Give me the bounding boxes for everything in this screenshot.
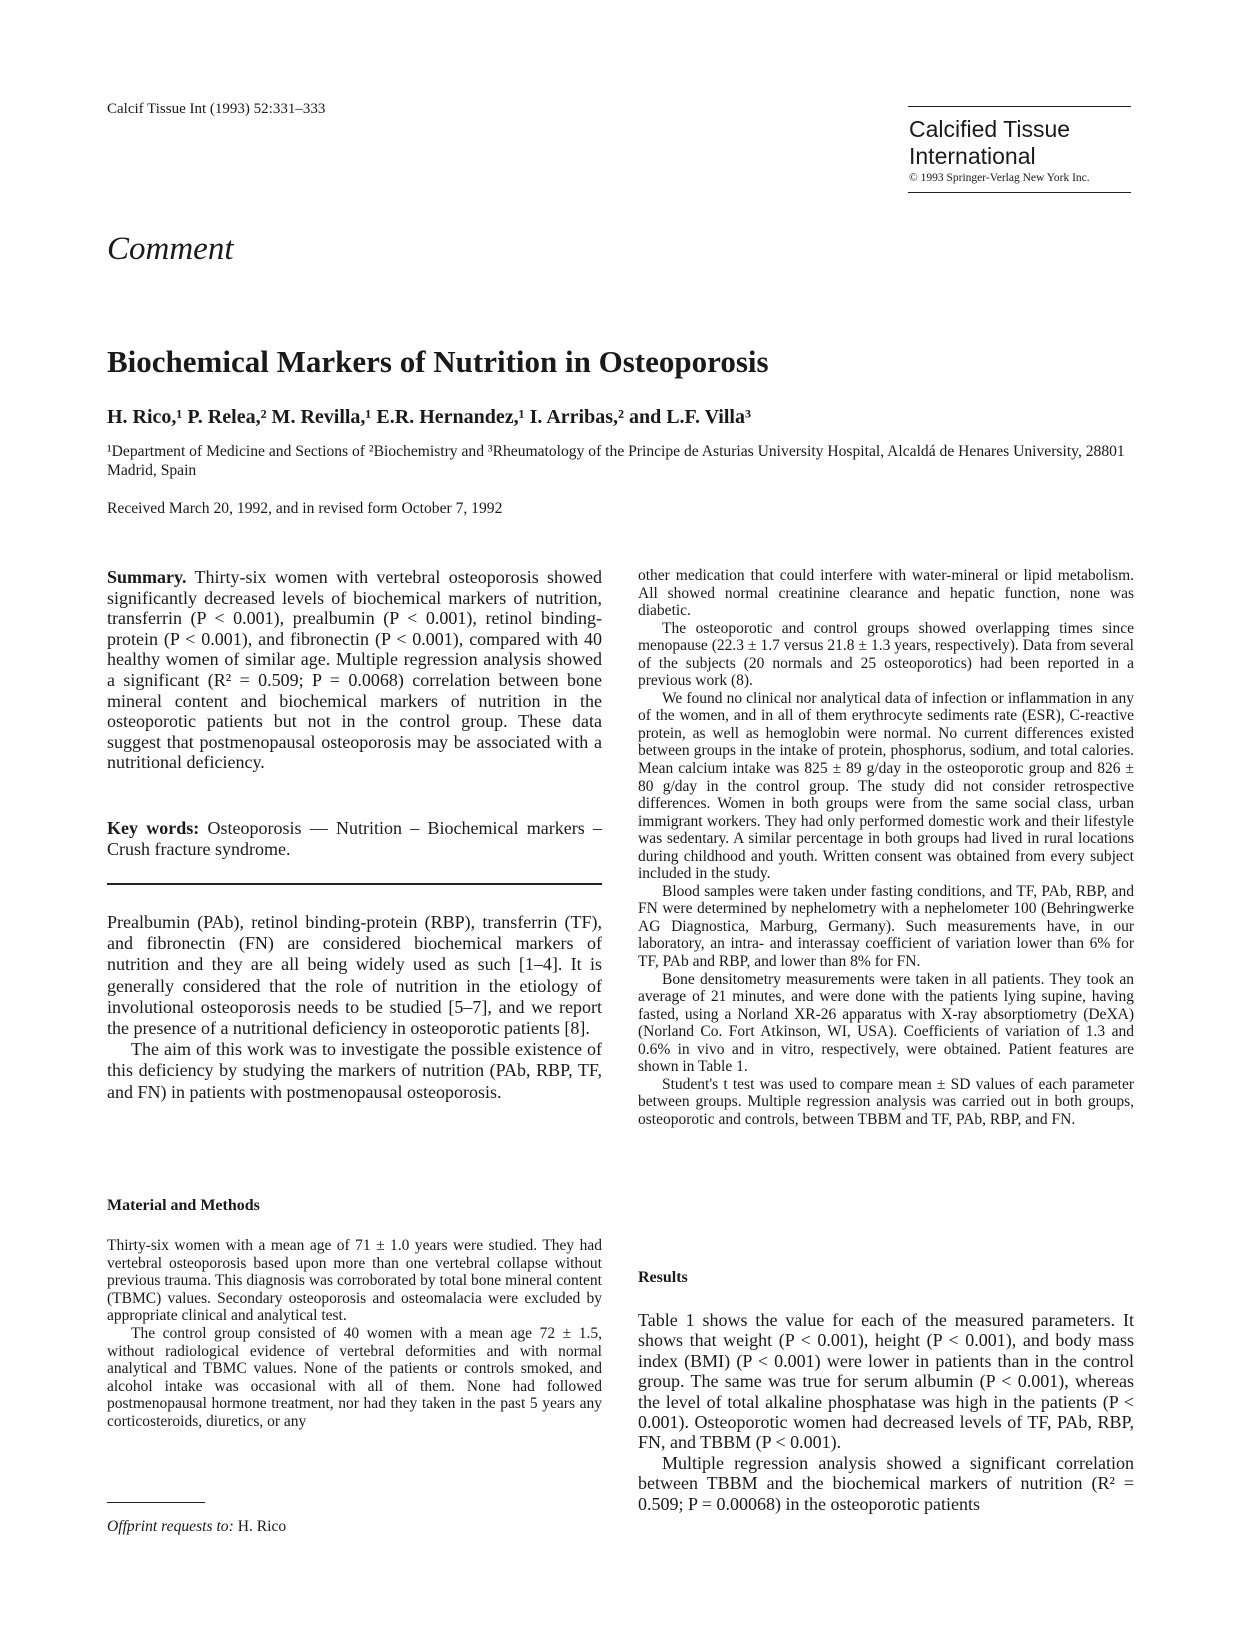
article-title: Biochemical Markers of Nutrition in Osteoporosis bbox=[107, 344, 769, 379]
footnote-label: Offprint requests to: bbox=[107, 1518, 234, 1535]
footnote-name: H. Rico bbox=[237, 1518, 287, 1535]
summary-label: Summary. bbox=[107, 567, 187, 587]
journal-name: Calcified Tissue International bbox=[909, 116, 1071, 169]
offprint-footnote bbox=[107, 1518, 286, 1536]
results-paragraph: Multiple regression analysis showed a significant correlation between TBBM and the biochemical markers of nutrition (R² = 0.509; P = 0.00068) in the osteoporotic patients bbox=[638, 1452, 1134, 1514]
journal-citation: Calcif Tissue Int (1993) 52:331–333 bbox=[107, 101, 326, 117]
section-label: Comment bbox=[107, 231, 234, 267]
intro-paragraph: Prealbumin (PAb), retinol binding-protein (RBP), transferrin (TF), and fibronectin (FN) are considered biochemical markers of nutrition and they are all being widely used as such [1–4]. It is generally considered that the role of nutrition in the etiology of involutional osteoporosis needs to be studied [5–7], and we report the presence of a nutritional deficiency in osteoporotic patients [8]. bbox=[107, 912, 602, 1039]
summary-divider bbox=[107, 883, 602, 885]
footnote-divider bbox=[107, 1502, 205, 1503]
intro-paragraph: The aim of this work was to investigate the possible existence of this deficiency by studying the markers of nutrition (PAb, RBP, TF, and FN) in patients with postmenopausal osteoporosis. bbox=[107, 1039, 602, 1102]
keywords-label: Key words: bbox=[107, 818, 200, 838]
body-paragraph: other medication that could interfere with water-mineral or lipid metabolism. All showed normal creatinine clearance and hepatic function, none was diabetic. bbox=[638, 567, 1134, 620]
keywords-text: Osteoporosis — Nutrition – Biochemical markers – Crush fracture syndrome. bbox=[107, 818, 602, 859]
results-body bbox=[638, 1310, 1134, 1514]
summary-text: Thirty-six women with vertebral osteoporosis showed significantly decreased levels of biochemical markers of nutrition, transferrin (P < 0.001), prealbumin (P < 0.001), retinol binding-protein (P < 0.001), and fibronectin (P < 0.001), compared with 40 healthy women of similar age. Multiple regression analysis showed a significant (R² = 0.509; P = 0.0068) correlation between bone mineral content and biochemical markers of nutrition in the osteoporotic patients but not in the control group. These data suggest that postmenopausal osteoporosis may be associated with a nutritional deficiency. bbox=[107, 567, 602, 773]
methods-continued bbox=[638, 567, 1134, 1129]
journal-masthead bbox=[908, 106, 1131, 193]
body-paragraph: The osteoporotic and control groups showed overlapping times since menopause (22.3 ± 1.7 versus 21.8 ± 1.3 years, respectively). Data from several of the subjects (20 normals and 25 osteoporotics) had been reported in a previous work (8). bbox=[638, 619, 1134, 690]
keywords bbox=[107, 818, 602, 859]
body-paragraph: Student's t test was used to compare mean ± SD values of each parameter between groups. Multiple regression analysis was carried out in both groups, osteoporotic and controls, between TBBM and TF, PAb, RBP, and FN. bbox=[638, 1075, 1134, 1128]
results-heading: Results bbox=[638, 1269, 688, 1286]
methods-paragraph: The control group consisted of 40 women with a mean age 72 ± 1.5, without radiological evidence of vertebral deformities and with normal analytical and TBMC values. None of the patients or controls smoked, and alcohol intake was occasional with all of them. None had followed postmenopausal hormone treatment, nor had they taken in the past 5 years any corticosteroids, diuretics, or any bbox=[107, 1324, 602, 1430]
body-paragraph: Bone densitometry measurements were taken in all patients. They took an average of 21 minutes, and were done with the patients lying supine, having fasted, using a Norland XR-26 apparatus with X-ray absorptiometry (DeXA) (Norland Co. Fort Atkinson, WI, USA). Coefficients of variation of 1.3 and 0.6% in vivo and in vitro, respectively, were obtained. Patient features are shown in Table 1. bbox=[638, 970, 1134, 1076]
copyright-notice: © 1993 Springer-Verlag New York Inc. bbox=[909, 172, 1090, 184]
methods-body bbox=[107, 1237, 602, 1431]
methods-heading: Material and Methods bbox=[107, 1197, 260, 1214]
body-paragraph: Blood samples were taken under fasting conditions, and TF, PAb, RBP, and FN were determined by nephelometry with a nephelometer 100 (Behringwerke AG Diagnostica, Marburg, Germany). Such measurements have, in our laboratory, an intra- and interassay coefficient of variation lower than 6% for TF, PAb and RBP, and lower than 8% for FN. bbox=[638, 882, 1134, 971]
received-dates: Received March 20, 1992, and in revised form October 7, 1992 bbox=[107, 500, 503, 517]
summary bbox=[107, 567, 602, 773]
author-list: H. Rico,¹ P. Relea,² M. Revilla,¹ E.R. Hernandez,¹ I. Arribas,² and L.F. Villa³ bbox=[107, 406, 751, 428]
results-paragraph: Table 1 shows the value for each of the measured parameters. It shows that weight (P < 0.001), height (P < 0.001), and body mass index (BMI) (P < 0.001) were lower in patients than in the control group. The same was true for serum albumin (P < 0.001), whereas the level of total alkaline phosphatase was high in the patients (P < 0.001). Osteoporotic women had decreased levels of TF, PAb, RBP, FN, and TBBM (P < 0.001). bbox=[638, 1310, 1134, 1453]
body-paragraph: We found no clinical nor analytical data of infection or inflammation in any of the women, and in all of them erythrocyte sediments rate (ESR), C-reactive protein, as well as hemoglobin were normal. No current differences existed between groups in the intake of protein, phosphorus, sodium, and total calories. Mean calcium intake was 825 ± 89 g/day in the osteoporotic group and 826 ± 80 g/day in the control group. The study did not consider retrospective differences. Women in both groups were from the same social class, urban immigrant workers. They had only performed domestic work and their lifestyle was sedentary. A similar percentage in both groups had lived in rural locations during childhood and youth. Written consent was obtained from every subject included in the study. bbox=[638, 689, 1134, 883]
affiliation: ¹Department of Medicine and Sections of ²Biochemistry and ³Rheumatology of the Principe de Asturias University Hospital, Alcaldá de Henares University, 28801 Madrid, Spain bbox=[107, 443, 1125, 479]
methods-paragraph: Thirty-six women with a mean age of 71 ± 1.0 years were studied. They had vertebral osteoporosis based upon more than one vertebral collapse without previous trauma. This diagnosis was corroborated by total bone mineral content (TBMC) values. Secondary osteoporosis and osteomalacia were excluded by appropriate clinical and analytical test. bbox=[107, 1237, 602, 1325]
introduction bbox=[107, 912, 602, 1103]
